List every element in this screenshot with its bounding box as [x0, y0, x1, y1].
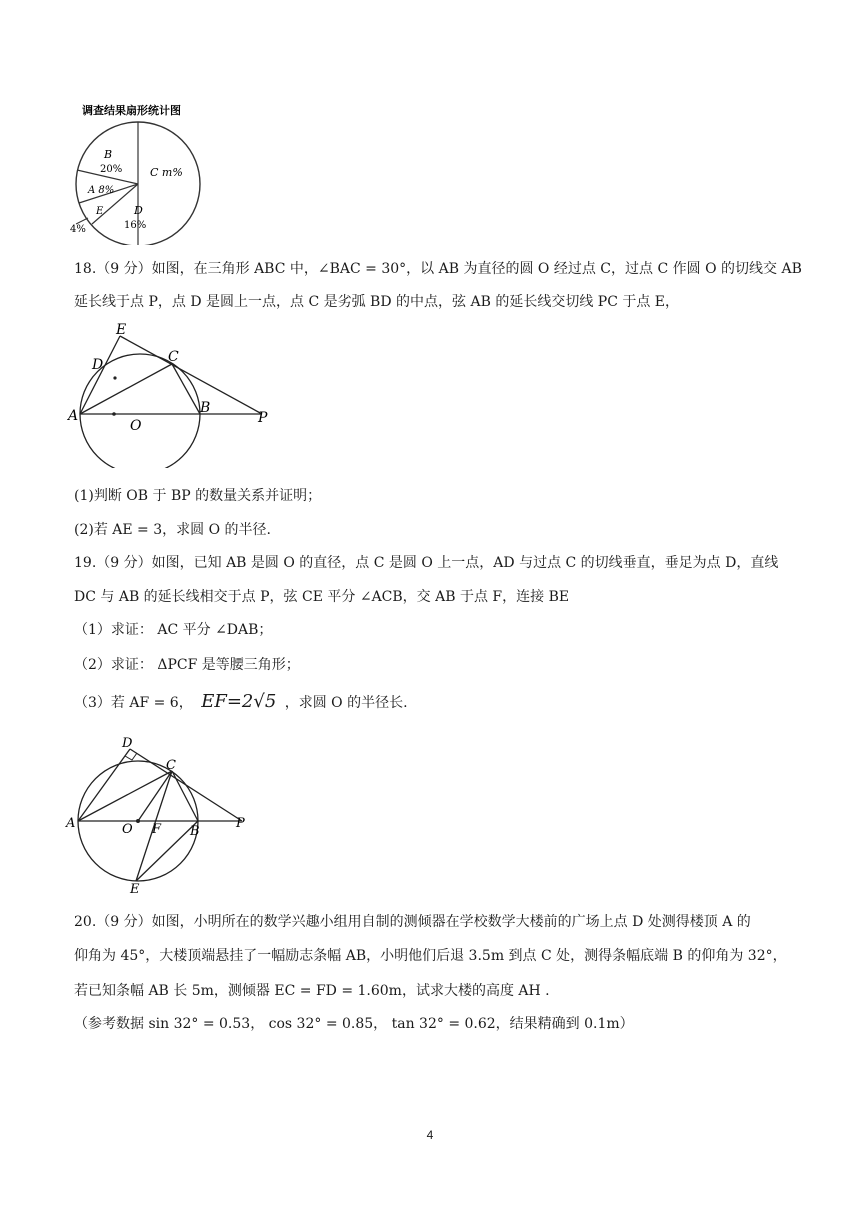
q19-subquestion-3 [74, 692, 408, 713]
q20-text-line-1: 20.（9 分）如图，小明所在的数学兴趣小组用自制的测倾器在学校数学大楼前的广场上点 D 处测得楼顶 A 的 [74, 914, 751, 930]
q18-text-line-2: 延长线于点 P，点 D 是圆上一点，点 C 是劣弧 BD 的中点，弦 AB 的延长线交切线 PC 于点 E， [74, 294, 680, 310]
q20-text-line-2: 仰角为 45°，大楼顶端悬挂了一幅励志条幅 AB，小明他们后退 3.5m 到点 C 处，测得条幅底端 B 的仰角为 32°， [74, 948, 787, 964]
q19-sub3-suffix: ，求圆 O 的半径长. [284, 695, 408, 711]
q18-label-o: O [130, 418, 142, 434]
q19-label-e: E [130, 882, 140, 895]
q19-text-line-1: 19.（9 分）如图，已知 AB 是圆 O 的直径，点 C 是圆 O 上一点，AD 与过点 C 的切线垂直，垂足为点 D，直线 [74, 555, 779, 571]
q18-label-p: P [258, 410, 268, 426]
q19-label-f: F [152, 822, 162, 837]
pie-title: 调查结果扇形统计图 [82, 104, 181, 117]
q18-subquestion-2: (2)若 AE = 3，求圆 O 的半径. [74, 522, 271, 538]
q19-label-a: A [66, 816, 76, 831]
pie-label-b: B [104, 148, 113, 161]
q19-text-line-2: DC 与 AB 的延长线相交于点 P，弦 CE 平分 ∠ACB，交 AB 于点 F，连接 BE [74, 589, 570, 605]
q19-label-o: O [122, 822, 133, 837]
q20-text-line-3: 若已知条幅 AB 长 5m，测倾器 EC = FD = 1.60m，试求大楼的高度 AH . [74, 983, 550, 999]
pie-label-a: A 8% [88, 185, 115, 196]
pie-label-c: C m% [150, 166, 183, 179]
pie-chart-figure [62, 100, 212, 245]
pie-label-d: D [134, 204, 143, 217]
q18-label-d: D [92, 357, 104, 373]
q18-subquestion-1: (1)判断 OB 于 BP 的数量关系并证明； [74, 488, 322, 504]
q20-reference-data: （参考数据 sin 32° = 0.53， cos 32° = 0.85， tan 32° = 0.62，结果精确到 0.1m） [74, 1016, 634, 1032]
pie-label-e-pct: 4% [70, 224, 86, 235]
q19-label-b: B [190, 824, 200, 839]
pie-label-d-pct: 16% [124, 220, 147, 231]
page-number: 4 [426, 1128, 434, 1142]
pie-label-e: E [96, 206, 104, 217]
q19-geometry-figure [62, 735, 262, 895]
q18-label-e: E [116, 322, 127, 338]
pie-label-b-pct: 20% [100, 164, 123, 175]
q18-geometry-figure [62, 318, 282, 468]
q19-label-p: P [236, 816, 245, 831]
q19-sub3-prefix: （3）若 AF = 6， [74, 695, 193, 711]
q19-subquestion-2: （2）求证： ΔPCF 是等腰三角形； [74, 657, 300, 673]
q19-subquestion-1: （1）求证： AC 平分 ∠DAB； [74, 622, 273, 638]
q19-ef-formula: EF=2√5 [201, 691, 277, 712]
q18-label-b: B [200, 400, 211, 416]
q18-label-c: C [168, 349, 179, 365]
q19-label-d: D [122, 736, 133, 751]
q19-label-c: C [166, 758, 176, 773]
q18-text-line-1: 18.（9 分）如图，在三角形 ABC 中，∠BAC = 30°，以 AB 为直径的圆 O 经过点 C，过点 C 作圆 O 的切线交 AB [74, 261, 802, 277]
q18-label-a: A [68, 408, 79, 424]
